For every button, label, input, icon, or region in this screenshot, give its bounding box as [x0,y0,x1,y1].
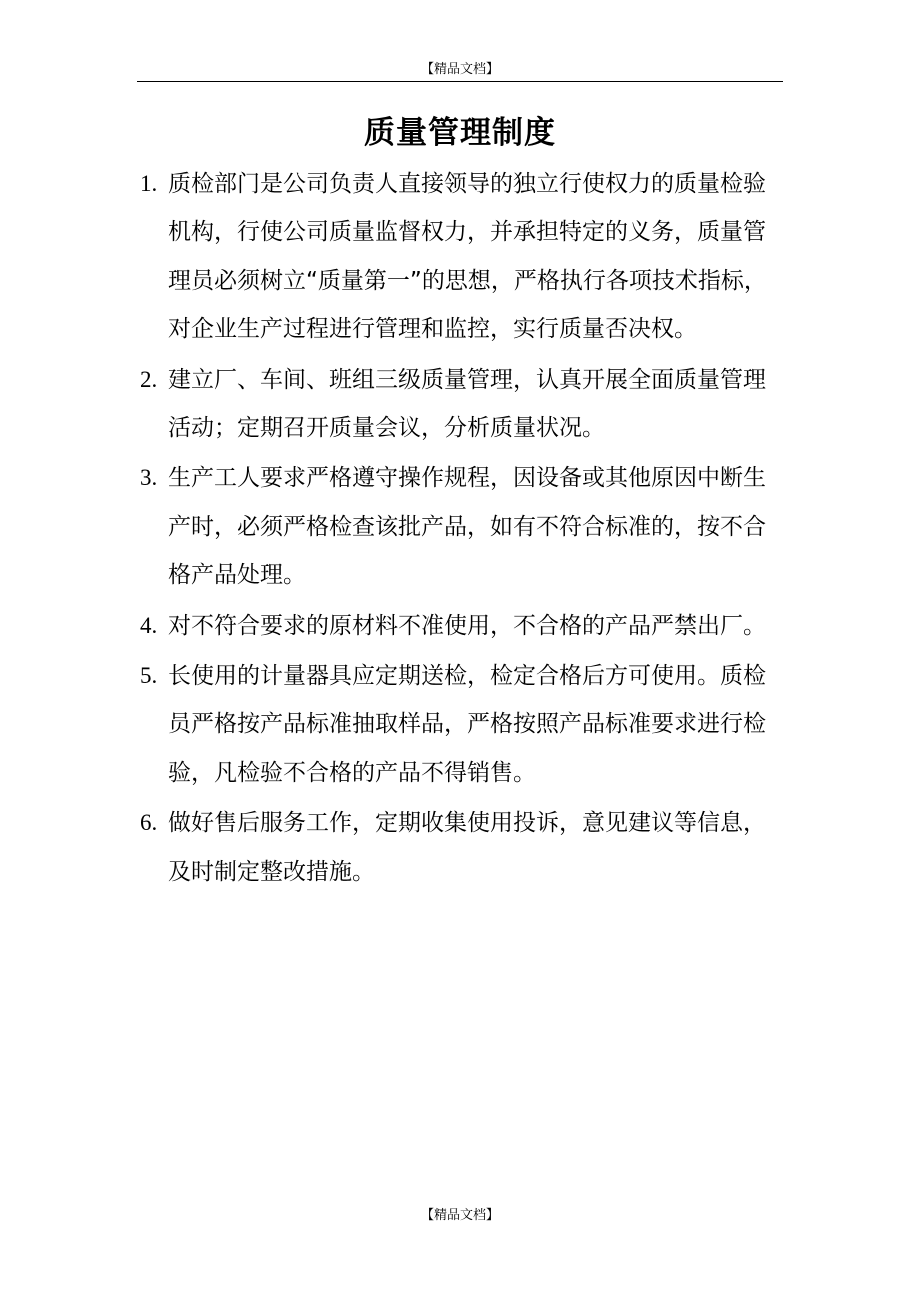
page-header-label: 【精品文档】 [420,62,499,77]
item-text: 长使用的计量器具应定期送检，检定合格后方可使用。质检员严格按产品标准抽取样品，严格按照产品标准要求进行检验，凡检验不合格的产品不得销售。 [168,663,766,786]
regulation-list [140,160,786,898]
document-title: 质量管理制度 [364,115,556,151]
list-item [140,799,786,896]
item-number: 3. [140,465,158,491]
list-item [140,454,786,599]
page-footer-label: 【精品文档】 [420,1208,499,1223]
item-text: 建立厂、车间、班组三级质量管理，认真开展全面质量管理活动；定期召开质量会议，分析质量状况。 [168,366,766,442]
item-text: 生产工人要求严格遵守操作规程，因设备或其他原因中断生产时，必须严格检查该批产品，如有不符合标准的，按不合格产品处理。 [168,465,766,589]
item-number: 2. [140,366,158,392]
item-text: 质检部门是公司负责人直接领导的独立行使权力的质量检验机构，行使公司质量监督权力，并承担特定的义务，质量管理员必须树立“质量第一”的思想，严格执行各项技术指标，对企业生产过程进行管理和监控，实行质量否决权。 [168,171,767,343]
item-number: 5. [140,663,158,689]
item-text: 做好售后服务工作，定期收集使用投诉，意见建议等信息，及时制定整改措施。 [168,810,766,885]
list-item [140,356,786,453]
item-number: 6. [140,810,158,836]
item-number: 4. [140,612,158,638]
item-number: 1. [140,171,158,196]
header-divider [137,81,783,82]
list-item [140,160,786,354]
list-item [140,602,786,650]
list-item [140,652,786,797]
item-text: 对不符合要求的原材料不准使用，不合格的产品严禁出厂。 [168,612,766,639]
